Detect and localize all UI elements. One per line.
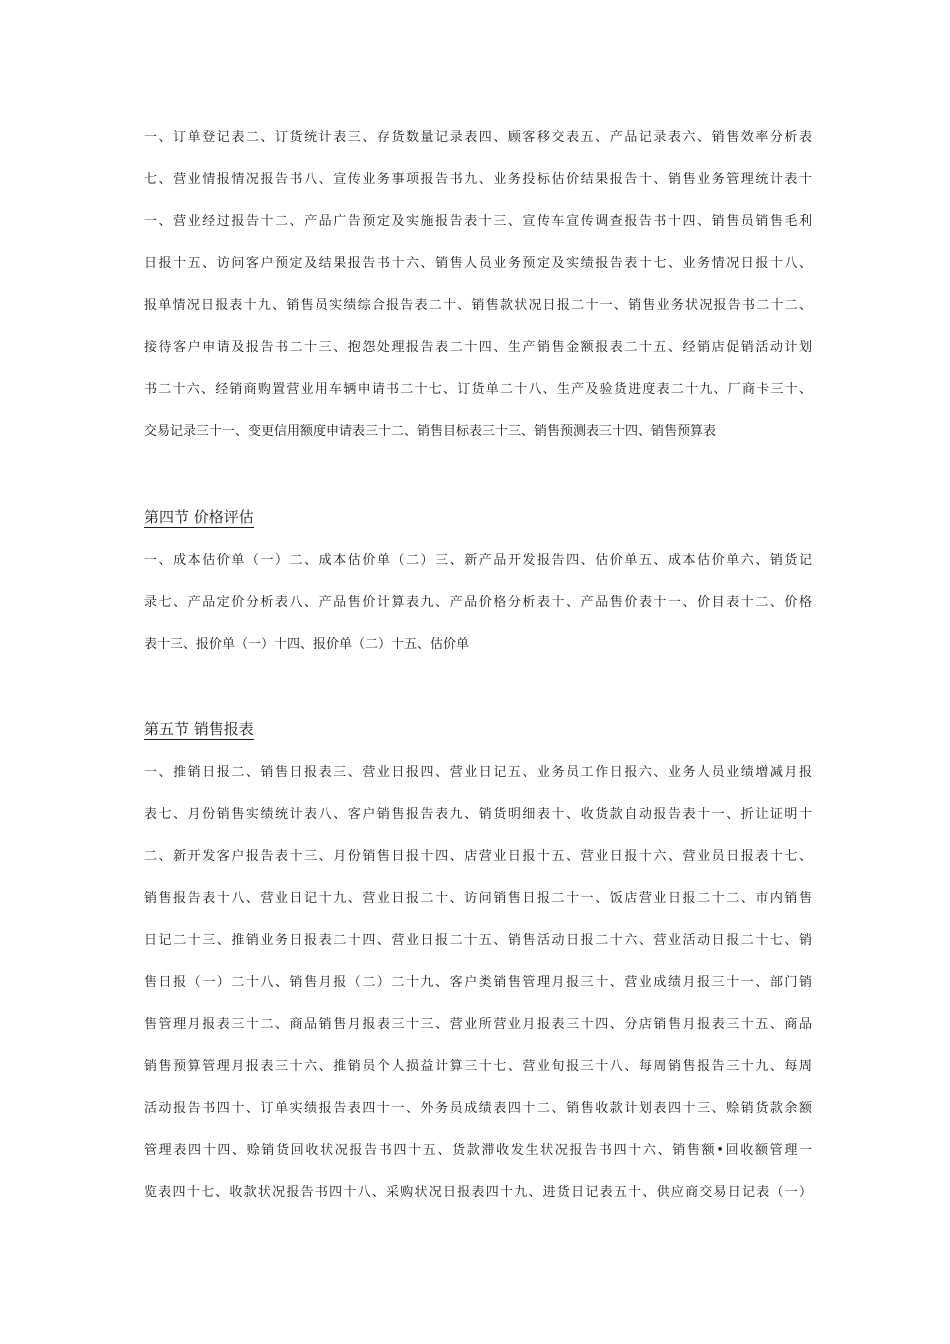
paragraph-line: 览表四十七、收款状况报告书四十八、采购状况日报表四十九、进货日记表五十、供应商交易日记表（一）	[144, 1185, 812, 1200]
paragraph-line: 一、订单登记表二、订货统计表三、存货数量记录表四、顾客移交表五、产品记录表六、销售效率分析表	[144, 130, 812, 145]
paragraph-line: 日报十五、访问客户预定及结果报告书十六、销售人员业务预定及实绩报告表十七、业务情况日报十八、	[144, 256, 812, 271]
paragraph-line: 管理表四十四、赊销货回收状况报告书四十五、货款滞收发生状况报告书四十六、销售额•回收额管理一	[144, 1143, 812, 1158]
paragraph-line: 一、成本估价单（一）二、成本估价单（二）三、新产品开发报告四、估价单五、成本估价单六、销货记	[144, 553, 812, 568]
paragraph-line: 二、新开发客户报告表十三、月份销售日报十四、店营业日报十五、营业日报十六、营业员日报表十七、	[144, 849, 812, 864]
section-heading: 第五节 销售报表	[144, 720, 254, 738]
paragraph-line: 表十三、报价单（一）十四、报价单（二）十五、估价单	[144, 637, 470, 652]
paragraph-line: 销售预算管理月报表三十六、推销员个人损益计算三十七、营业旬报三十八、每周销售报告三十九、每周	[144, 1059, 812, 1074]
paragraph-line: 活动报告书四十、订单实绩报告表四十一、外务员成绩表四十二、销售收款计划表四十三、赊销货款余额	[144, 1101, 812, 1116]
paragraph-line: 销售报告表十八、营业日记十九、营业日报二十、访问销售日报二十一、饭店营业日报二十二、市内销售	[144, 891, 812, 906]
paragraph-line: 接待客户申请及报告书二十三、抱怨处理报告表二十四、生产销售金额报表二十五、经销店促销活动计划	[144, 340, 812, 355]
paragraph-line: 书二十六、经销商购置营业用车辆申请书二十七、订货单二十八、生产及验货进度表二十九、厂商卡三十、	[144, 382, 812, 397]
paragraph-line: 七、营业情报情况报告书八、宣传业务事项报告书九、业务投标估价结果报告十、销售业务管理统计表十	[144, 172, 812, 187]
paragraph-line: 售管理月报表三十二、商品销售月报表三十三、营业所营业月报表三十四、分店销售月报表三十五、商品	[144, 1017, 812, 1032]
paragraph-line: 录七、产品定价分析表八、产品售价计算表九、产品价格分析表十、产品售价表十一、价目表十二、价格	[144, 595, 812, 610]
paragraph-line: 交易记录三十一、变更信用额度申请表三十二、销售目标表三十三、销售预测表三十四、销售预算表	[144, 424, 717, 439]
section-heading: 第四节 价格评估	[144, 508, 254, 526]
paragraph-line: 表七、月份销售实绩统计表八、客户销售报告表九、销货明细表十、收货款自动报告表十一、折让证明十	[144, 807, 812, 822]
paragraph-line: 一、营业经过报告十二、产品广告预定及实施报告表十三、宣传车宣传调查报告书十四、销售员销售毛利	[144, 214, 812, 229]
paragraph-line: 报单情况日报表十九、销售员实绩综合报告表二十、销售款状况日报二十一、销售业务状况报告书二十二、	[144, 298, 812, 313]
paragraph-line: 售日报（一）二十八、销售月报（二）二十九、客户类销售管理月报三十、营业成绩月报三十一、部门销	[144, 975, 812, 990]
paragraph-line: 日记二十三、推销业务日报表二十四、营业日报二十五、销售活动日报二十六、营业活动日报二十七、销	[144, 933, 812, 948]
paragraph-line: 一、推销日报二、销售日报表三、营业日报四、营业日记五、业务员工作日报六、业务人员业绩增减月报	[144, 765, 812, 780]
